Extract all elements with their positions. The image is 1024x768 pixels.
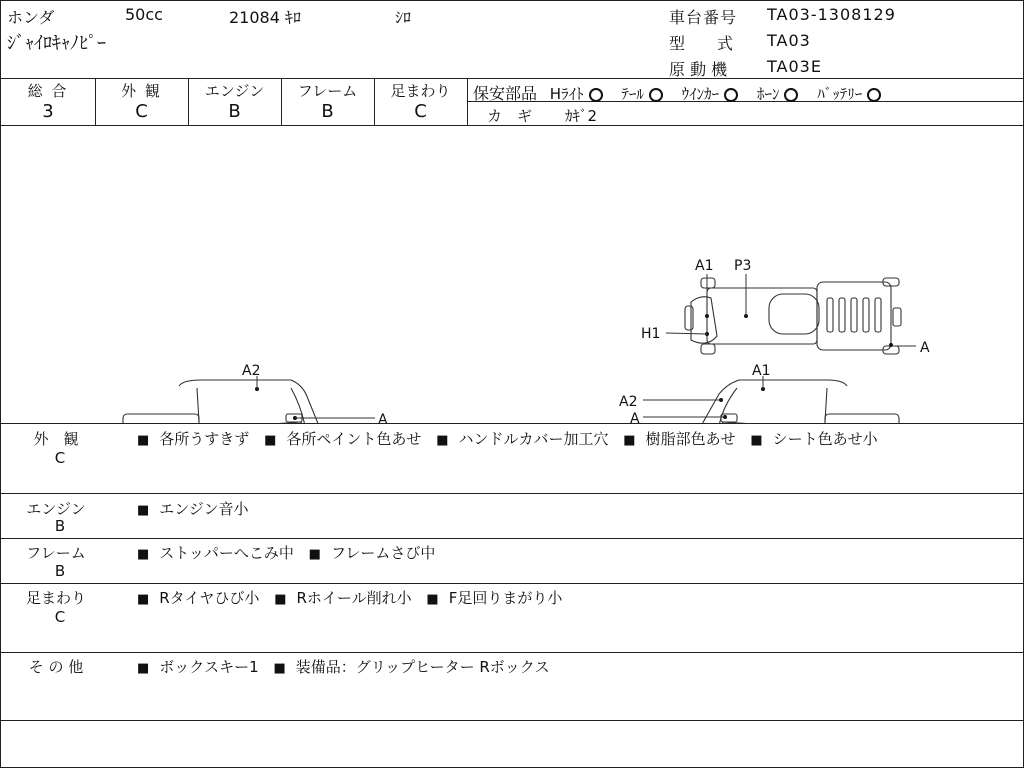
model-type-label: 型 式: [669, 34, 734, 53]
section-engine-grade: B: [54, 517, 66, 535]
left-side-scooter: [105, 376, 375, 423]
taillight-label: ﾃｰﾙ: [621, 85, 644, 103]
seat-shape: [769, 294, 819, 334]
mirror-right: [701, 344, 715, 354]
battery-label: ﾊﾞｯﾃﾘｰ: [817, 85, 863, 103]
canopy-front-inner: [719, 388, 737, 423]
section-frame-grade: B: [54, 562, 66, 580]
section-other-notes: [137, 656, 560, 677]
horn-ok-circle-icon: [784, 88, 798, 102]
divider: [1, 78, 1023, 79]
winker-label: ｳｲﾝｶｰ: [681, 85, 720, 103]
section-frame-notes: [137, 542, 445, 563]
mirror-left: [701, 278, 715, 288]
rear-box-shape: [817, 282, 891, 350]
label-a: A: [378, 412, 388, 423]
grade-frame-value: B: [321, 101, 334, 122]
grade-exterior-label: 外 観: [121, 82, 162, 100]
note-item: ■ Rホイール削れ小: [274, 589, 411, 607]
headlight-shape: [685, 306, 693, 330]
label-a1: A1: [752, 363, 771, 379]
divider: [1, 493, 1023, 494]
section-exterior-notes: [137, 428, 888, 449]
label-a2: A2: [242, 363, 261, 379]
model-name: ｼﾞｬｲﾛｷｬﾉﾋﾟｰ: [7, 33, 106, 54]
rear-lamp: [893, 308, 901, 326]
headlight-ok-circle-icon: [589, 88, 603, 102]
section-frame-title: フレーム: [26, 544, 86, 562]
label-a1: A1: [695, 258, 714, 274]
grade-engine-value: B: [228, 101, 241, 122]
note-item: ■ 各所うすきず: [137, 430, 249, 448]
safety-parts-title: 保安部品: [473, 84, 538, 103]
note-item: ■ エンジン音小: [137, 500, 249, 518]
frame-number-label: 車台番号: [669, 8, 738, 27]
section-engine-title: エンジン: [26, 500, 86, 518]
label-a2: A2: [619, 394, 638, 410]
box-ribs: [827, 298, 881, 332]
section-engine-notes: [137, 498, 259, 519]
divider: [1, 583, 1023, 584]
label-h1: H1: [641, 326, 661, 342]
canopy-roof: [179, 380, 327, 423]
model-type: TA03: [767, 31, 811, 50]
note-item: ■ ボックスキー1: [137, 658, 259, 676]
section-exterior-title: 外 観: [33, 430, 79, 448]
section-exterior-grade: C: [54, 449, 66, 467]
frame-number: TA03-1308129: [767, 5, 896, 24]
safety-parts-row: [473, 81, 895, 104]
section-other-title: そ の 他: [28, 658, 84, 676]
damage-diagram: [1, 126, 1023, 423]
note-item: ■ フレームさび中: [309, 544, 436, 562]
section-suspension-grade: C: [54, 608, 66, 626]
note-item: ■ Rタイヤひび小: [137, 589, 259, 607]
displacement: 50cc: [125, 5, 163, 24]
rear-box: [123, 414, 199, 423]
grade-suspension-label: 足まわり: [390, 82, 451, 100]
label-a: A: [630, 411, 640, 423]
right-side-scooter: [643, 376, 915, 423]
grade-engine-label: エンジン: [204, 82, 265, 100]
divider: [1, 423, 1023, 424]
rear-box: [825, 414, 899, 423]
key-label: カ ギ: [487, 107, 533, 125]
engine-model: TA03E: [767, 57, 822, 76]
note-item: ■ F足回りまがり小: [426, 589, 562, 607]
winker-ok-circle-icon: [724, 88, 738, 102]
battery-ok-circle-icon: [867, 88, 881, 102]
divider: [1, 652, 1023, 653]
key-value: ｶｷﾞ2: [565, 107, 598, 125]
grade-suspension-value: C: [414, 101, 427, 122]
grade-exterior-value: C: [135, 101, 148, 122]
note-item: ■ ストッパーへこみ中: [137, 544, 294, 562]
note-item: ■ 装備品：グリップヒーター Rボックス: [273, 658, 549, 676]
divider: [1, 720, 1023, 721]
maker: ホンダ: [7, 8, 55, 27]
grade-frame-label: フレーム: [297, 82, 358, 100]
label-p3: P3: [734, 258, 752, 274]
engine-model-label: 原 動 機: [669, 60, 728, 79]
taillight-ok-circle-icon: [649, 88, 663, 102]
note-item: ■ シート色あせ小: [750, 430, 877, 448]
grade-overall-label: 総 合: [27, 82, 69, 100]
section-suspension-notes: [137, 587, 572, 608]
body-outline: [707, 288, 817, 344]
front-fairing: [691, 297, 717, 344]
grade-overall-value: 3: [42, 101, 54, 122]
mileage: 21084 ｷﾛ: [229, 8, 301, 27]
divider: [1, 538, 1023, 539]
body-color: ｼﾛ: [395, 8, 412, 27]
top-view-scooter: [666, 274, 916, 354]
section-suspension-title: 足まわり: [25, 589, 86, 607]
note-item: ■ 樹脂部色あせ: [623, 430, 735, 448]
label-a: A: [920, 340, 930, 356]
headlight-label: Hﾗｲﾄ: [549, 85, 584, 103]
horn-label: ﾎｰﾝ: [756, 85, 780, 103]
note-item: ■ ハンドルカバー加工穴: [436, 430, 608, 448]
note-item: ■ 各所ペイント色あせ: [264, 430, 421, 448]
